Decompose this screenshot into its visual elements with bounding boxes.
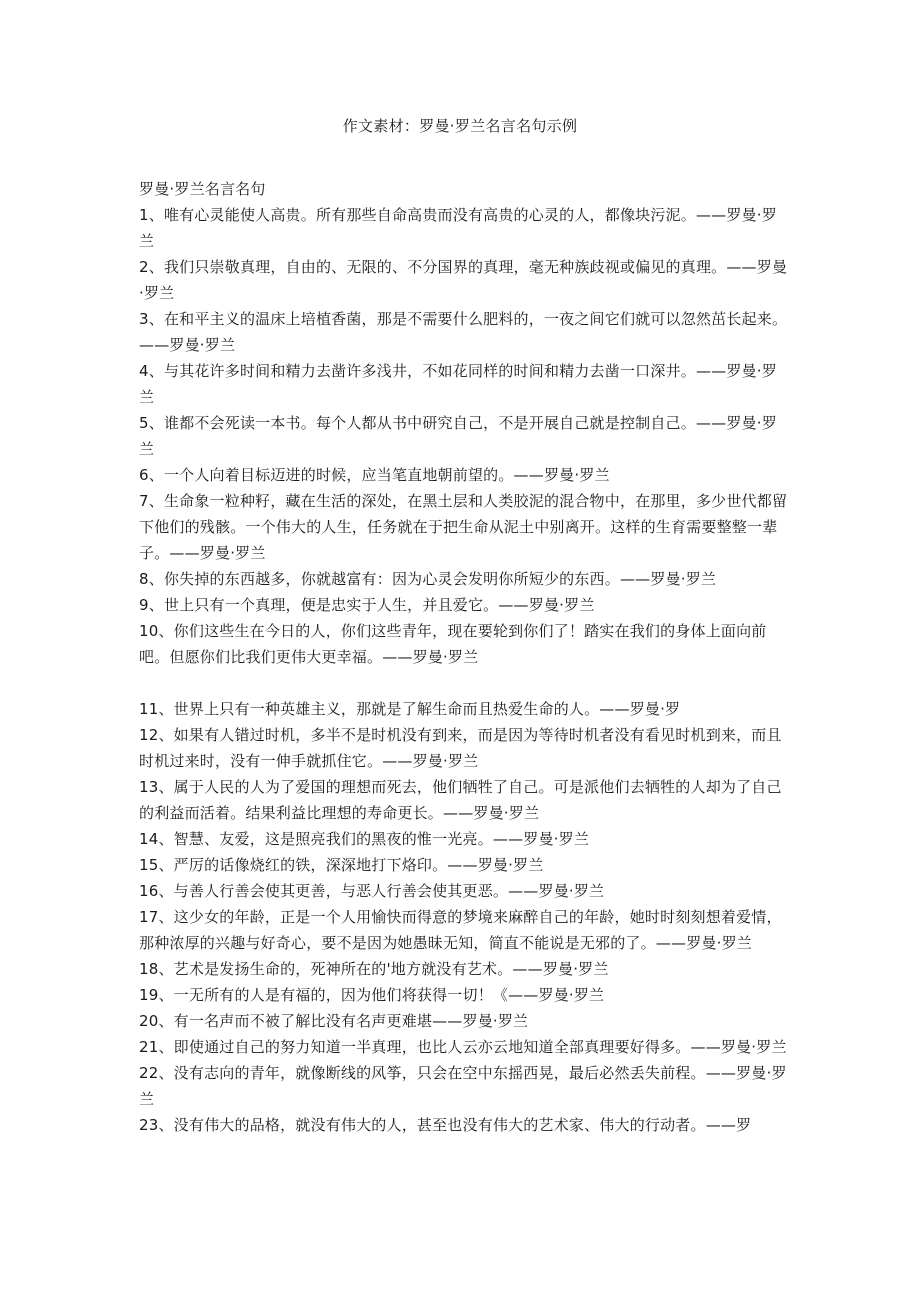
quote-paragraph: 8、你失掉的东西越多，你就越富有：因为心灵会发明你所短少的东西。——罗曼·罗兰 [139, 570, 717, 588]
quote-paragraph: 7、生命象一粒种籽，藏在生活的深处，在黑土层和人类胶泥的混合物中，在那里，多少世代都留下他们的残骸。一个伟大的人生，任务就在于把生命从泥土中别离开。这样的生育需要整整一辈子。——罗曼·罗兰 [139, 492, 788, 562]
quote-paragraph: 14、智慧、友爱，这是照亮我们的黑夜的惟一光亮。——罗曼·罗兰 [139, 830, 590, 848]
section-heading: 罗曼·罗兰名言名句 [139, 180, 266, 198]
quote-paragraph: 17、这少女的年龄，正是一个人用愉快而得意的梦境来麻醉自己的年龄，她时时刻刻想着爱情，那种浓厚的兴趣与好奇心，要不是因为她愚昧无知，简直不能说是无邪的了。——罗曼·罗兰 [139, 908, 782, 952]
quote-paragraph: 16、与善人行善会使其更善，与恶人行善会使其更恶。——罗曼·罗兰 [139, 882, 605, 900]
quote-paragraph: 3、在和平主义的温床上培植香菌，那是不需要什么肥料的，一夜之间它们就可以忽然茁长起来。——罗曼·罗兰 [139, 310, 788, 354]
quote-paragraph: 20、有一名声而不被了解比没有名声更难堪——罗曼·罗兰 [139, 1012, 529, 1030]
quote-paragraph: 22、没有志向的青年，就像断线的风筝，只会在空中东摇西晃，最后必然丢失前程。——罗曼·罗兰 [139, 1064, 787, 1108]
quote-paragraph: 10、你们这些生在今日的人，你们这些青年，现在要轮到你们了！踏实在我们的身体上面向前吧。但愿你们比我们更伟大更幸福。——罗曼·罗兰 [139, 622, 767, 666]
quote-paragraph: 1、唯有心灵能使人高贵。所有那些自命高贵而没有高贵的心灵的人，都像块污泥。——罗曼·罗兰 [139, 206, 777, 250]
quote-paragraph: 13、属于人民的人为了爱国的理想而死去，他们牺牲了自己。可是派他们去牺牲的人却为了自己的利益而活着。结果利益比理想的寿命更长。——罗曼·罗兰 [139, 778, 782, 822]
quote-paragraph: 9、世上只有一个真理，便是忠实于人生，并且爱它。——罗曼·罗兰 [139, 596, 595, 614]
quote-paragraph: 12、如果有人错过时机，多半不是时机没有到来，而是因为等待时机者没有看见时机到来，而且时机过来时，没有一伸手就抓住它。——罗曼·罗兰 [139, 726, 782, 770]
document-title: 作文素材：罗曼·罗兰名言名句示例 [342, 117, 578, 135]
quote-paragraph: 6、一个人向着目标迈进的时候，应当笔直地朝前望的。——罗曼·罗兰 [139, 466, 610, 484]
quote-paragraph: 5、谁都不会死读一本书。每个人都从书中研究自己，不是开展自己就是控制自己。——罗曼·罗兰 [139, 414, 777, 458]
quote-paragraph: 21、即使通过自己的努力知道一半真理，也比人云亦云地知道全部真理要好得多。——罗曼·罗兰 [139, 1038, 787, 1056]
quote-paragraph: 19、一无所有的人是有福的，因为他们将获得一切！《——罗曼·罗兰 [139, 986, 605, 1004]
document-body [139, 176, 789, 1138]
quote-paragraph: 15、严厉的话像烧红的铁，深深地打下烙印。——罗曼·罗兰 [139, 856, 544, 874]
quote-paragraph: 18、艺术是发扬生命的，死神所在的'地方就没有艺术。——罗曼·罗兰 [139, 960, 609, 978]
quote-paragraph: 2、我们只崇敬真理，自由的、无限的、不分国界的真理，毫无种族歧视或偏见的真理。——罗曼·罗兰 [139, 258, 788, 302]
quote-paragraph: 4、与其花许多时间和精力去凿许多浅井，不如花同样的时间和精力去凿一口深井。——罗曼·罗兰 [139, 362, 777, 406]
quote-paragraph: 23、没有伟大的品格，就没有伟大的人，甚至也没有伟大的艺术家、伟大的行动者。——罗 [139, 1116, 752, 1134]
paragraph-gap [139, 670, 789, 696]
quote-paragraph: 11、世界上只有一种英雄主义，那就是了解生命而且热爱生命的人。——罗曼·罗 [139, 700, 681, 718]
